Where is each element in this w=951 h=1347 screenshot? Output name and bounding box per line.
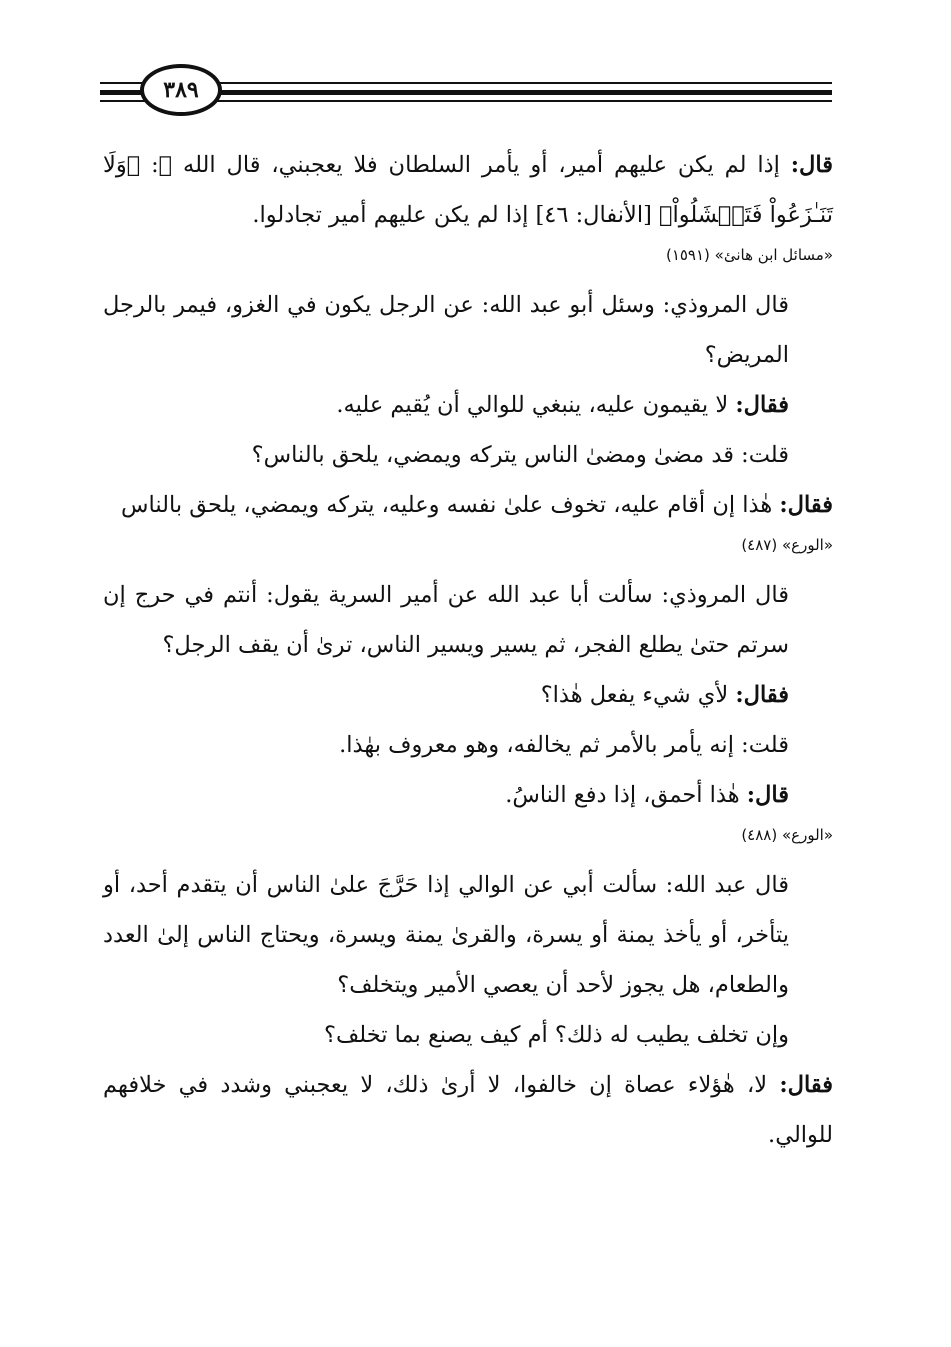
- paragraph-text: قال المروذي: سألت أبا عبد الله عن أمير السرية يقول: أنتم في حرج إن سرتم حتىٰ يطلع الفجر، ثم يسير ويسير الناس، ترىٰ أن يقف الرجل؟: [103, 582, 789, 658]
- paragraph-text: قال عبد الله: سألت أبي عن الوالي إذا حَرَّجَ علىٰ الناس أن يتقدم أحد، أو يتأخر، أو يأخذ يمنة أو يسرة، والقرىٰ يمنة ويسرة، ويحتاج الناس إلىٰ العدد والطعام، هل يجوز لأحد أن يعصي الأمير ويتخلف؟: [103, 872, 789, 998]
- speaker-label: فقال:: [735, 392, 789, 418]
- paragraph-text: إذا لم يكن عليهم أمير، أو يأمر السلطان فلا يعجبني، قال الله ﷻ: ﴿وَلَا تَنَـٰزَعُواْ فَتَفۡشَلُواْ﴾ [الأنفال: ٤٦] إذا لم يكن عليهم أمير تجادلوا.: [103, 152, 833, 228]
- paragraph-text: وإن تخلف يطيب له ذلك؟ أم كيف يصنع بما تخلف؟: [324, 1022, 789, 1048]
- answer-line: [103, 380, 833, 430]
- speaker-label: فقال:: [735, 682, 789, 708]
- paragraph: [103, 140, 833, 240]
- answer-text: هٰذا إن أقام عليه، تخوف علىٰ نفسه وعليه، يتركه ويمضي، يلحق بالناس: [121, 492, 773, 518]
- paragraph-text: قال المروذي: وسئل أبو عبد الله: عن الرجل يكون في الغزو، فيمر بالرجل المريض؟: [103, 292, 789, 368]
- page-number-badge: [140, 64, 222, 116]
- source-citation: «الورع» (٤٨٨): [741, 826, 833, 844]
- answer-text: لأي شيء يفعل هٰذا؟: [540, 682, 729, 708]
- page-header: [100, 62, 832, 118]
- question-line: [103, 720, 833, 770]
- page-body: [103, 140, 833, 1160]
- question-text: قد مضىٰ ومضىٰ الناس يتركه ويمضي، يلحق بالناس؟: [251, 442, 734, 468]
- answer-text: لا، هٰؤلاء عصاة إن خالفوا، لا أرىٰ ذلك، لا يعجبني وشدد في خلافهم للوالي.: [103, 1072, 833, 1148]
- answer-line: [103, 1060, 833, 1160]
- speaker-label: قلت:: [741, 442, 789, 468]
- speaker-label: قال:: [790, 152, 833, 178]
- speaker-label: فقال:: [779, 1072, 833, 1098]
- answer-text: هٰذا أحمق، إذا دفع الناسُ.: [505, 782, 740, 808]
- answer-line: [103, 770, 833, 820]
- paragraph: [103, 570, 833, 670]
- paragraph: [103, 860, 833, 1010]
- source-citation: «مسائل ابن هانئ» (١٥٩١): [665, 246, 833, 264]
- answer-line: [103, 480, 833, 530]
- answer-line: [103, 670, 833, 720]
- paragraph: [103, 280, 833, 380]
- question-text: إنه يأمر بالأمر ثم يخالفه، وهو معروف بهٰذا.: [339, 732, 734, 758]
- page-number: ٣٨٩: [163, 77, 199, 103]
- speaker-label: فقال:: [779, 492, 833, 518]
- answer-text: لا يقيمون عليه، ينبغي للوالي أن يُقيم عليه.: [336, 392, 729, 418]
- question-line: [103, 430, 833, 480]
- source-citation: «الورع» (٤٨٧): [741, 536, 833, 554]
- paragraph-continuation: [103, 1010, 833, 1060]
- speaker-label: قلت:: [741, 732, 789, 758]
- speaker-label: قال:: [746, 782, 789, 808]
